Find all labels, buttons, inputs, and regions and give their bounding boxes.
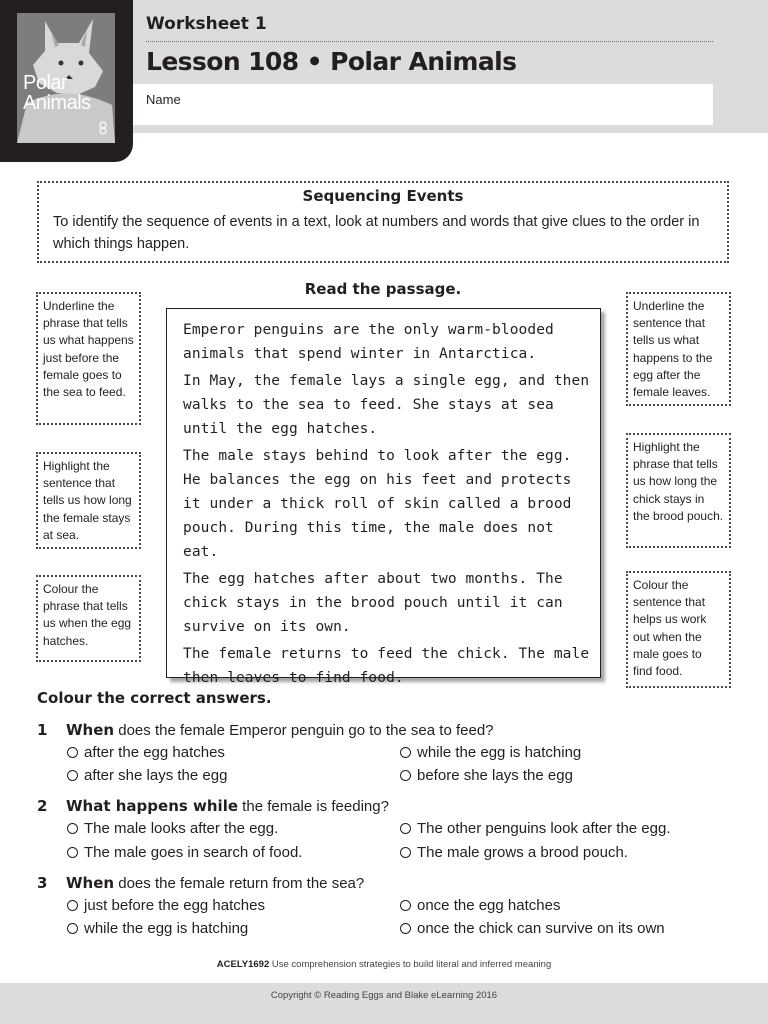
passage-paragraph: The female returns to feed the chick. The male then leaves to find food. <box>183 646 590 686</box>
task-heading: Colour the correct answers. <box>37 689 272 707</box>
answer-option[interactable]: once the chick can survive on its own <box>400 920 665 937</box>
passage-paragraph: The egg hatches after about two months. The chick stays in the brood pouch until it can survive on its own. <box>183 571 563 635</box>
answer-option[interactable]: once the egg hatches <box>400 897 560 914</box>
instruction-box-left-2: Highlight the sentence that tells us how long the female stays at sea. <box>36 452 141 549</box>
instruction-box-right-1: Underline the sentence that tells us what happens to the egg after the female leaves. <box>626 292 731 406</box>
radio-circle-icon[interactable] <box>67 747 78 758</box>
copyright-text: Copyright © Reading Eggs and Blake eLearning 2016 <box>270 990 498 1001</box>
worksheet-label: Worksheet 1 <box>146 14 267 34</box>
cover-image <box>17 13 115 143</box>
sequencing-text: To identify the sequence of events in a text, look at numbers and words that give clues to the order in which things happen. <box>53 214 700 252</box>
curriculum-note: ACELY1692 Use comprehension strategies to build literal and inferred meaning <box>216 959 552 970</box>
passage-paragraph: In May, the female lays a single egg, and then walks to the sea to feed. She stays at sea until the egg hatches. <box>183 373 590 437</box>
answer-option[interactable]: after she lays the egg <box>67 767 227 784</box>
sequencing-title: Sequencing Events <box>302 187 464 205</box>
instruction-box-left-3: Colour the phrase that tells us when the egg hatches. <box>36 575 141 662</box>
header-divider <box>146 41 713 42</box>
cover-title: Polar Animals <box>23 72 91 114</box>
answer-option[interactable]: while the egg is hatching <box>400 744 581 761</box>
name-label: Name <box>146 92 181 107</box>
passage-paragraph: The male stays behind to look after the egg. He balances the egg on his feet and protects it under a thick roll of skin called a brood pouch. During this time, the male does not eat. <box>183 448 572 560</box>
radio-circle-icon[interactable] <box>400 900 411 911</box>
passage-heading: Read the passage. <box>304 280 462 298</box>
question-number: 1 <box>37 721 48 739</box>
radio-circle-icon[interactable] <box>400 823 411 834</box>
instruction-box-right-2: Highlight the phrase that tells us how long the chick stays in the brood pouch. <box>626 433 731 548</box>
name-field[interactable] <box>133 84 713 125</box>
book-cover <box>0 0 133 162</box>
radio-circle-icon[interactable] <box>67 823 78 834</box>
radio-circle-icon[interactable] <box>67 900 78 911</box>
radio-circle-icon[interactable] <box>400 923 411 934</box>
answer-option[interactable]: The male goes in search of food. <box>67 844 302 861</box>
answer-option[interactable]: before she lays the egg <box>400 767 573 784</box>
answer-option[interactable]: The male looks after the egg. <box>67 820 278 837</box>
publisher-logo-icon <box>97 121 109 135</box>
question-number: 2 <box>37 797 48 815</box>
question-text: When does the female Emperor penguin go to the sea to feed? <box>66 721 494 739</box>
radio-circle-icon[interactable] <box>67 923 78 934</box>
radio-circle-icon[interactable] <box>400 770 411 781</box>
question-number: 3 <box>37 874 48 892</box>
radio-circle-icon[interactable] <box>400 847 411 858</box>
instruction-box-left-1: Underline the phrase that tells us what happens just before the female goes to the sea to feed. <box>36 292 141 425</box>
radio-circle-icon[interactable] <box>400 747 411 758</box>
answer-option[interactable]: just before the egg hatches <box>67 897 265 914</box>
answer-option[interactable]: The male grows a brood pouch. <box>400 844 628 861</box>
passage-paragraph: Emperor penguins are the only warm-blooded animals that spend winter in Antarctica. <box>183 322 554 362</box>
answer-option[interactable]: after the egg hatches <box>67 744 225 761</box>
answer-option[interactable]: while the egg is hatching <box>67 920 248 937</box>
question-text: What happens while the female is feeding? <box>66 797 389 815</box>
instruction-box-right-3: Colour the sentence that helps us work out when the male goes to find food. <box>626 571 731 688</box>
page-title: Lesson 108 • Polar Animals <box>146 47 517 76</box>
passage-text <box>183 318 593 693</box>
radio-circle-icon[interactable] <box>67 847 78 858</box>
answer-option[interactable]: The other penguins look after the egg. <box>400 820 671 837</box>
question-text: When does the female return from the sea? <box>66 874 365 892</box>
radio-circle-icon[interactable] <box>67 770 78 781</box>
